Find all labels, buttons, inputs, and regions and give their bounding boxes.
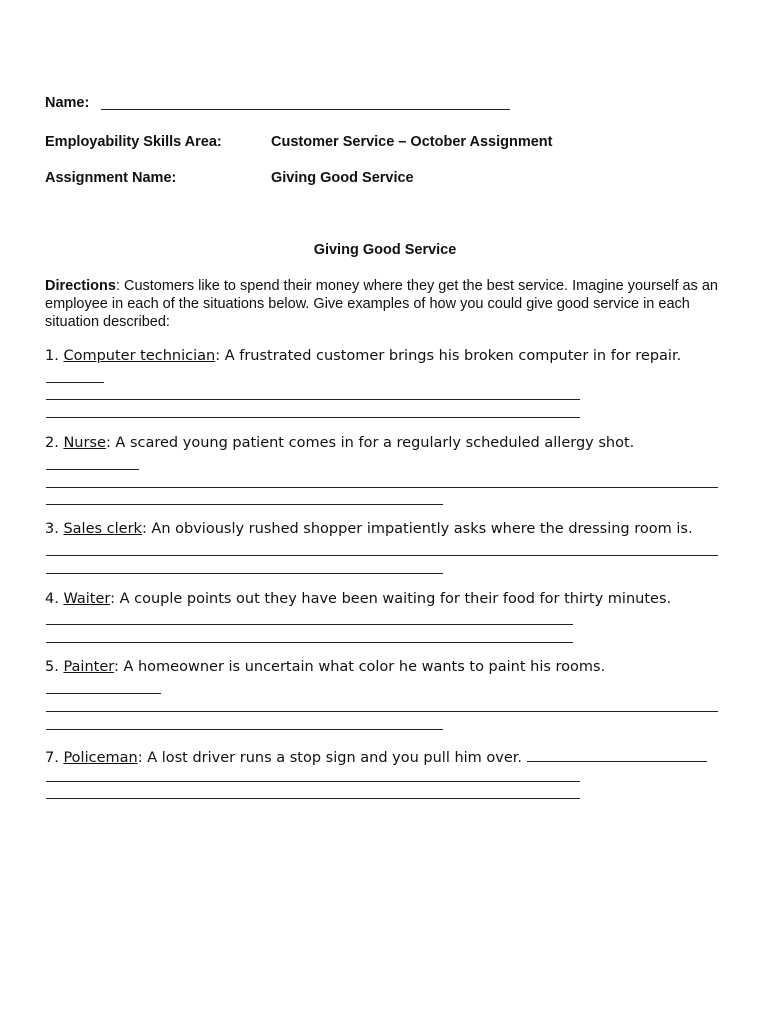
- name-answer-line[interactable]: [101, 109, 510, 110]
- question-1: [45, 348, 681, 364]
- question-role: Painter: [63, 659, 114, 675]
- question-role: Computer technician: [63, 348, 216, 364]
- question-number: 3.: [45, 521, 64, 537]
- question-role: Waiter: [63, 591, 111, 607]
- answer-line[interactable]: [46, 693, 161, 694]
- answer-line[interactable]: [46, 729, 443, 730]
- question-number: 1.: [45, 348, 64, 364]
- answer-line[interactable]: [46, 469, 139, 470]
- answer-line[interactable]: [46, 504, 443, 505]
- skills-area-label: Employability Skills Area:: [45, 134, 222, 150]
- question-text: : A scared young patient comes in for a regularly scheduled allergy shot.: [105, 435, 635, 451]
- answer-line[interactable]: [46, 781, 580, 782]
- name-row: [45, 95, 89, 111]
- question-5: [45, 659, 605, 675]
- answer-line[interactable]: [46, 711, 718, 712]
- answer-line[interactable]: [46, 642, 573, 643]
- page-title: Giving Good Service: [313, 242, 457, 258]
- answer-line[interactable]: [46, 382, 104, 383]
- directions-label: Directions: [45, 278, 116, 294]
- question-2: [45, 435, 634, 451]
- question-3: [45, 521, 693, 537]
- question-text: : A couple points out they have been waiting for their food for thirty minutes.: [110, 591, 672, 607]
- answer-line[interactable]: [527, 746, 707, 762]
- answer-line[interactable]: [46, 555, 718, 556]
- question-role: Nurse: [63, 435, 106, 451]
- question-text: : A homeowner is uncertain what color he wants to paint his rooms.: [113, 659, 606, 675]
- question-7: [45, 746, 707, 766]
- directions: [45, 277, 725, 331]
- question-number: 5.: [45, 659, 64, 675]
- question-text: : A lost driver runs a stop sign and you pull him over.: [137, 750, 527, 766]
- assignment-name-label: Assignment Name:: [45, 170, 177, 186]
- directions-text: : Customers like to spend their money where they get the best service. Imagine yourself as an employee in each of the situations below. Give examples of how you could give good service in each situation described:: [45, 278, 718, 330]
- question-text: : An obviously rushed shopper impatiently asks where the dressing room is.: [141, 521, 693, 537]
- answer-line[interactable]: [46, 624, 573, 625]
- question-number: 7.: [45, 750, 64, 766]
- name-label: Name:: [45, 95, 90, 111]
- question-role: Sales clerk: [63, 521, 142, 537]
- question-4: [45, 591, 671, 607]
- question-number: 2.: [45, 435, 64, 451]
- question-text: : A frustrated customer brings his broken computer in for repair.: [215, 348, 682, 364]
- skills-area-value: Customer Service – October Assignment: [271, 134, 553, 150]
- answer-line[interactable]: [46, 798, 580, 799]
- answer-line[interactable]: [46, 399, 580, 400]
- question-number: 4.: [45, 591, 64, 607]
- answer-line[interactable]: [46, 573, 443, 574]
- answer-line[interactable]: [46, 417, 580, 418]
- answer-line[interactable]: [46, 487, 718, 488]
- assignment-name-value: Giving Good Service: [271, 170, 414, 186]
- question-role: Policeman: [63, 750, 138, 766]
